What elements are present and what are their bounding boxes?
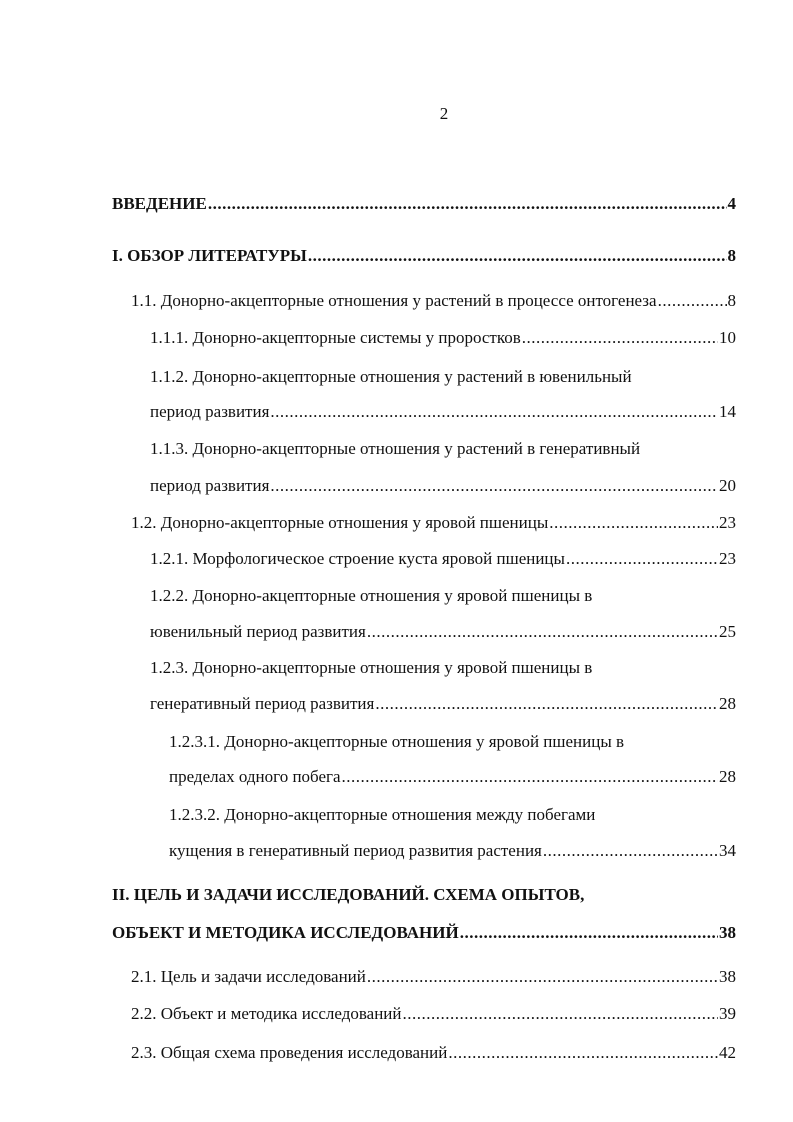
- leader-dots: [566, 548, 718, 570]
- toc-page: 38: [719, 967, 736, 986]
- toc-entry-1-1-3-line1[interactable]: 1.1.3. Донорно-акцепторные отношения у растений в генеративный: [150, 439, 641, 458]
- toc-entry-chapter-1[interactable]: [112, 245, 736, 267]
- toc-title: 2.2. Объект и методика исследований: [131, 1004, 402, 1023]
- toc-title: кущения в генеративный период развития растения: [169, 841, 542, 860]
- leader-dots: [658, 290, 727, 312]
- toc-page: 4: [727, 194, 736, 213]
- leader-dots: [543, 840, 718, 862]
- toc-entry-1-2-2-line1[interactable]: 1.2.2. Донорно-акцепторные отношения у яровой пшеницы в: [150, 586, 593, 605]
- leader-dots: [403, 1003, 719, 1025]
- toc-entry-2-1[interactable]: [131, 966, 736, 988]
- toc-entry-1-2-3-2[interactable]: [169, 840, 736, 862]
- toc-entry-1-2-3-line1[interactable]: 1.2.3. Донорно-акцепторные отношения у яровой пшеницы в: [150, 658, 593, 677]
- toc-title: 2.1. Цель и задачи исследований: [131, 967, 366, 986]
- toc-page: 25: [719, 622, 736, 641]
- toc-page: 23: [719, 513, 736, 532]
- leader-dots: [208, 193, 727, 215]
- toc-title: пределах одного побега: [169, 767, 341, 786]
- toc-entry-1-2-1[interactable]: [150, 548, 736, 570]
- toc-entry-1-1-2-line1[interactable]: 1.1.2. Донорно-акцепторные отношения у растений в ювенильный: [150, 367, 632, 386]
- leader-dots: [367, 966, 718, 988]
- page-number: 2: [439, 104, 449, 123]
- leader-dots: [308, 245, 727, 267]
- toc-title: период развития: [150, 476, 270, 495]
- leader-dots: [375, 693, 718, 715]
- toc-title: 1.1. Донорно-акцепторные отношения у растений в процессе онтогенеза: [131, 291, 657, 310]
- toc-entry-1-2-3-1-line1[interactable]: 1.2.3.1. Донорно-акцепторные отношения у яровой пшеницы в: [169, 732, 625, 751]
- toc-entry-2-2[interactable]: [131, 1003, 736, 1025]
- toc-page: 28: [719, 694, 736, 713]
- toc-entry-chapter-2[interactable]: [112, 922, 736, 944]
- toc-page: 39: [719, 1004, 736, 1023]
- toc-title: 1.2.1. Морфологическое строение куста яровой пшеницы: [150, 549, 565, 568]
- toc-title: ВВЕДЕНИЕ: [112, 194, 207, 213]
- leader-dots: [342, 766, 718, 788]
- toc-page: 23: [719, 549, 736, 568]
- toc-entry-intro[interactable]: [112, 193, 736, 215]
- toc-title: 2.3. Общая схема проведения исследований: [131, 1043, 448, 1062]
- toc-entry-1-1-2[interactable]: [150, 401, 736, 423]
- leader-dots: [270, 475, 718, 497]
- toc-page: 34: [719, 841, 736, 860]
- leader-dots: [367, 621, 718, 643]
- toc-page: 38: [719, 923, 736, 942]
- toc-title: ОБЪЕКТ И МЕТОДИКА ИССЛЕДОВАНИЙ: [112, 923, 459, 942]
- toc-page: 28: [719, 767, 736, 786]
- leader-dots: [270, 401, 718, 423]
- toc-page: 42: [719, 1043, 736, 1062]
- toc-entry-1-2-2[interactable]: [150, 621, 736, 643]
- leader-dots: [448, 1042, 718, 1064]
- toc-title: генеративный период развития: [150, 694, 375, 713]
- toc-entry-1-1-1[interactable]: [150, 327, 736, 349]
- toc-entry-1-1[interactable]: [131, 290, 736, 312]
- toc-title: 1.2. Донорно-акцепторные отношения у яровой пшеницы: [131, 513, 549, 532]
- toc-title: ювенильный период развития: [150, 622, 366, 641]
- leader-dots: [549, 512, 718, 534]
- toc-title: период развития: [150, 402, 270, 421]
- toc-entry-chapter-2-line1[interactable]: II. ЦЕЛЬ И ЗАДАЧИ ИССЛЕДОВАНИЙ. СХЕМА ОПЫТОВ,: [112, 885, 585, 904]
- toc-page: 8: [727, 291, 736, 310]
- toc-entry-2-3[interactable]: [131, 1042, 736, 1064]
- toc-page: 20: [719, 476, 736, 495]
- toc-entry-1-2[interactable]: [131, 512, 736, 534]
- leader-dots: [522, 327, 718, 349]
- toc-page: 14: [719, 402, 736, 421]
- toc-title: I. ОБЗОР ЛИТЕРАТУРЫ: [112, 246, 307, 265]
- toc-entry-1-1-3[interactable]: [150, 475, 736, 497]
- leader-dots: [460, 922, 718, 944]
- toc-entry-1-2-3-2-line1[interactable]: 1.2.3.2. Донорно-акцепторные отношения между побегами: [169, 805, 596, 824]
- toc-title: 1.1.1. Донорно-акцепторные системы у проростков: [150, 328, 521, 347]
- toc-entry-1-2-3-1[interactable]: [169, 766, 736, 788]
- toc-page: 8: [727, 246, 736, 265]
- toc-entry-1-2-3[interactable]: [150, 693, 736, 715]
- toc-page: 10: [719, 328, 736, 347]
